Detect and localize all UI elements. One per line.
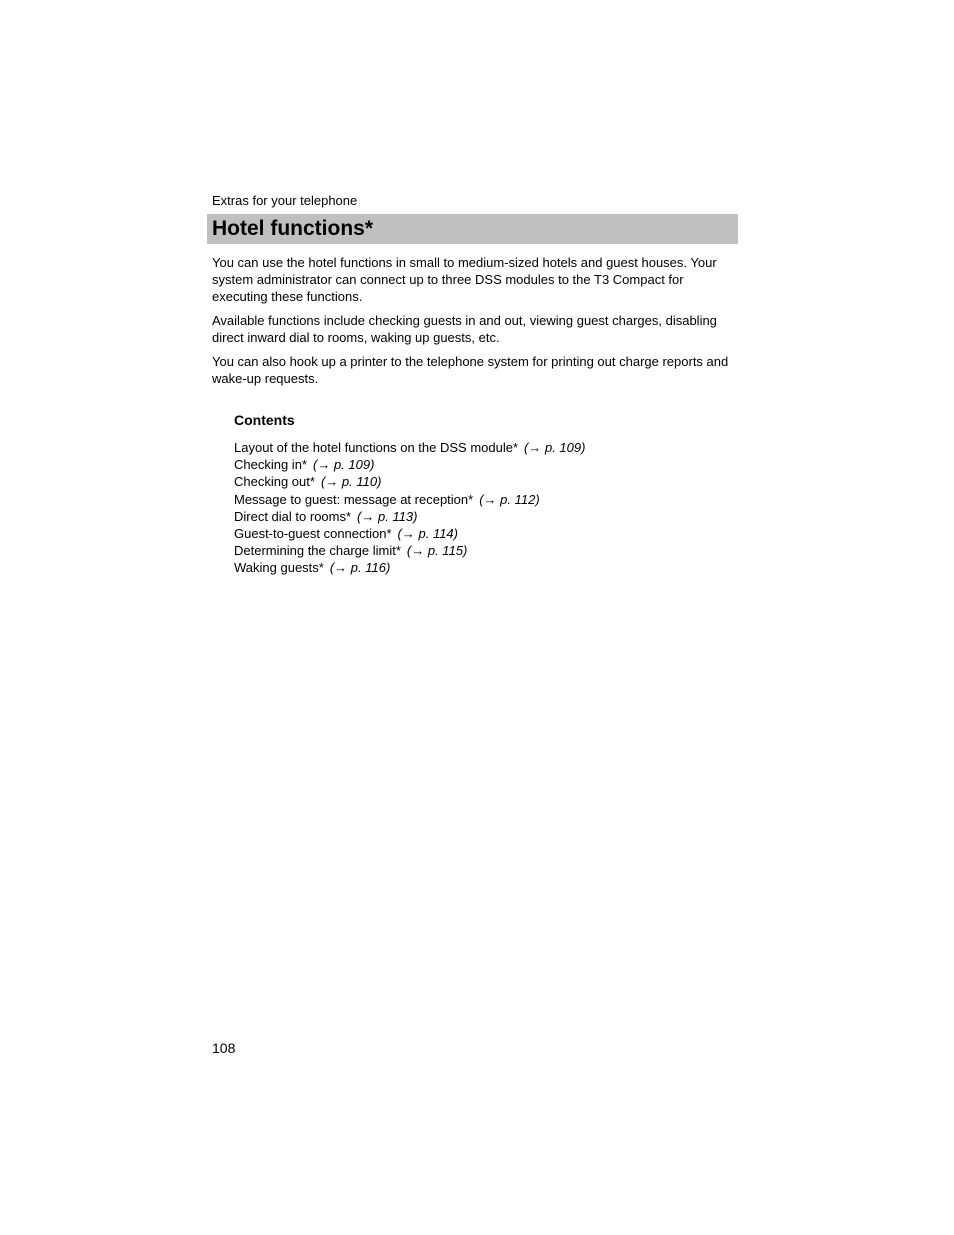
intro-paragraph: Available functions include checking guests in and out, viewing guest charges, disabling direct inward dial to rooms, waking up guests, etc. bbox=[212, 313, 717, 345]
contents-item-label: Checking out* bbox=[234, 474, 315, 490]
contents-item-label: Waking guests* bbox=[234, 560, 324, 576]
contents-item[interactable] bbox=[234, 439, 734, 456]
page-reference-link[interactable]: (→ p. 109) bbox=[524, 440, 586, 455]
page-title: Hotel functions* bbox=[212, 217, 373, 240]
page-number: 108 bbox=[212, 1040, 236, 1056]
page-reference-link[interactable]: (→ p. 109) bbox=[313, 457, 375, 473]
contents-item-label: Determining the charge limit* bbox=[234, 543, 401, 559]
page-reference-link[interactable]: (→ p. 114) bbox=[397, 526, 458, 542]
page-reference-link[interactable]: (→ p. 113) bbox=[357, 508, 418, 524]
contents-item[interactable] bbox=[234, 491, 734, 508]
contents-item-label: Layout of the hotel functions on the DSS module* bbox=[234, 440, 519, 455]
contents-item[interactable] bbox=[234, 525, 734, 542]
intro-paragraph: You can also hook up a printer to the telephone system for printing out charge reports and wake-up requests. bbox=[212, 354, 729, 386]
contents-item[interactable] bbox=[234, 559, 734, 576]
intro-text bbox=[212, 254, 737, 394]
intro-paragraph: You can use the hotel functions in small to medium-sized hotels and guest houses. Your system administrator can connect up to three DSS modules to the T3 Compact for executing these functions. bbox=[212, 255, 717, 304]
section-label: Extras for your telephone bbox=[212, 193, 358, 208]
contents-item[interactable] bbox=[234, 456, 734, 473]
page-reference-link[interactable]: (→ p. 112) bbox=[479, 491, 540, 507]
contents-item[interactable] bbox=[234, 473, 734, 490]
page-reference-link[interactable]: (→ p. 115) bbox=[406, 543, 468, 559]
contents-heading: Contents bbox=[234, 412, 295, 428]
contents-item-label: Checking in* bbox=[234, 457, 307, 473]
contents-item[interactable] bbox=[234, 508, 734, 525]
contents-item-label: Guest-to-guest connection* bbox=[234, 526, 392, 542]
title-bar bbox=[207, 214, 738, 244]
page-reference-link[interactable]: (→ p. 116) bbox=[329, 560, 391, 576]
contents-item[interactable] bbox=[234, 542, 734, 559]
contents-item-label: Message to guest: message at reception* bbox=[234, 491, 474, 507]
contents-item-label: Direct dial to rooms* bbox=[234, 508, 352, 524]
contents-section bbox=[234, 411, 734, 577]
page-reference-link[interactable]: (→ p. 110) bbox=[320, 474, 382, 490]
contents-list bbox=[234, 439, 734, 577]
